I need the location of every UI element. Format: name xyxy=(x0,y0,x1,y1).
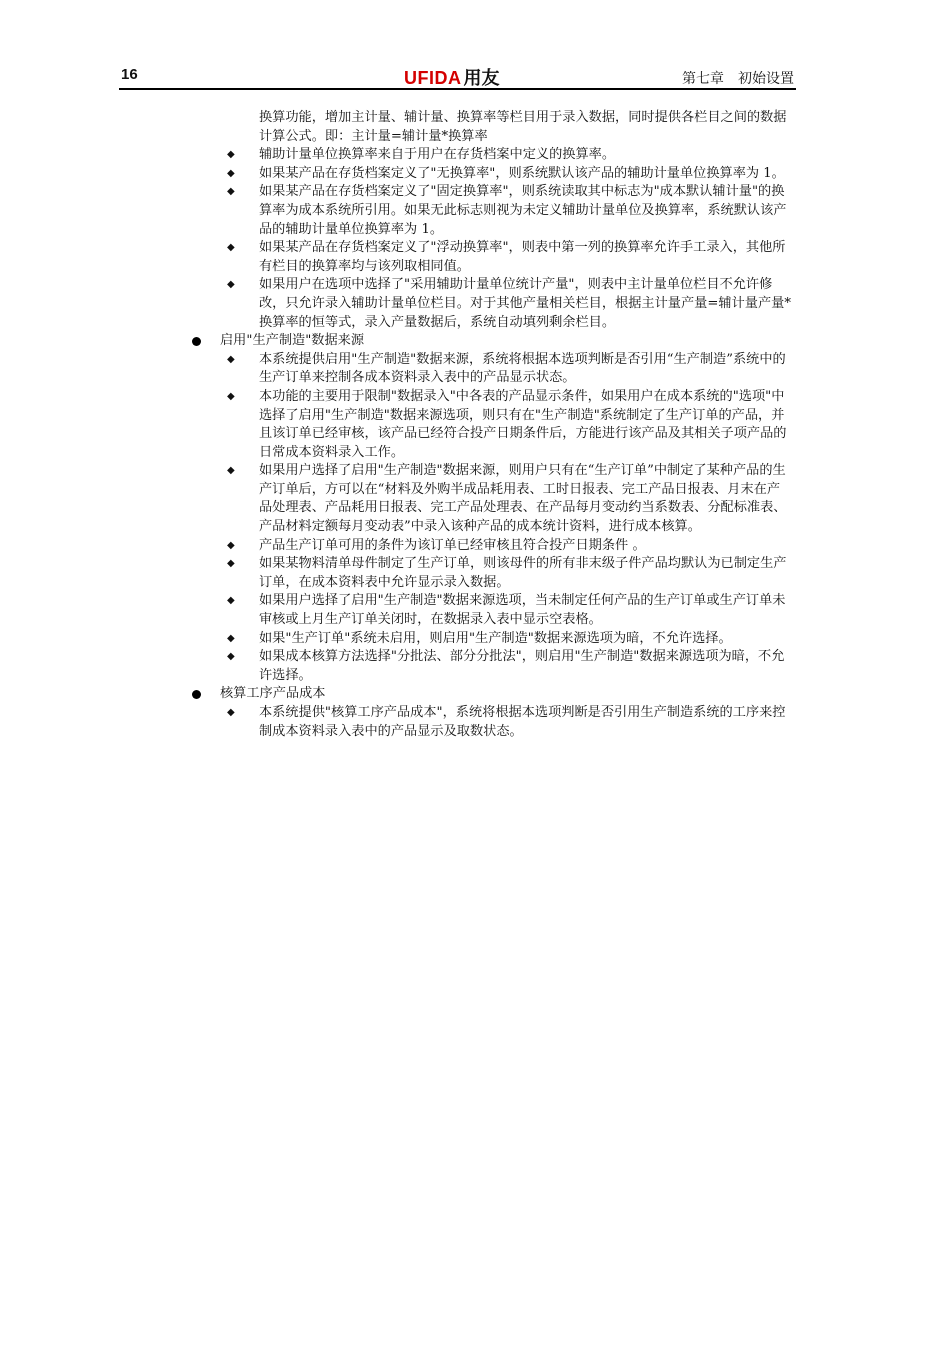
page-body xyxy=(190,109,800,741)
section-process-cost xyxy=(220,685,800,741)
section-list xyxy=(190,704,800,741)
section-production-source xyxy=(220,332,800,685)
list-item: ◆ 如果用户在选项中选择了"采用辅助计量单位统计产量"，则表中主计量单位栏目不允许修改，只允许录入辅助计量单位栏目。对于其他产量相关栏目，根据主计量产量=辅计量产量*换算率的恒等式，录入产量数据后，系统自动填列剩余栏目。 xyxy=(259,276,793,332)
logo-text-cn: 用友 xyxy=(463,68,500,88)
chapter-title: 第七章 初始设置 xyxy=(682,71,794,87)
list-item: ◆ 如果某产品在存货档案定义了"无换算率"，则系统默认该产品的辅助计量单位换算率为 1。 xyxy=(259,165,793,184)
list-item: ◆ 如果某物料清单母件制定了生产订单，则该母件的所有非末级子件产品均默认为已制定生产订单，在成本资料表中允许显示录入数据。 xyxy=(259,555,793,592)
list-item: ◆ 如果用户选择了启用"生产制造"数据来源选项，当未制定任何产品的生产订单或生产订单未审核或上月生产订单关闭时，在数据录入表中显示空表格。 xyxy=(259,592,793,629)
list-item: ◆ 如果成本核算方法选择"分批法、部分分批法"，则启用"生产制造"数据来源选项为暗，不允许选择。 xyxy=(259,648,793,685)
page-number: 16 xyxy=(121,66,138,83)
continued-paragraph: 换算功能，增加主计量、辅计量、换算率等栏目用于录入数据，同时提供各栏目之间的数据计算公式。即：主计量=辅计量*换算率 xyxy=(259,110,787,144)
list-item: ◆ 产品生产订单可用的条件为该订单已经审核且符合投产日期条件 。 xyxy=(259,537,793,556)
page-header xyxy=(119,62,796,90)
section-list xyxy=(190,351,800,686)
logo-text-en: UFIDA xyxy=(404,68,462,88)
list-item: ◆ 如果用户选择了启用"生产制造"数据来源，则用户只有在“生产订单”中制定了某种产品的生产订单后，方可以在“材料及外购半成品耗用表、工时日报表、完工产品日报表、月末在产品处理表、产品耗用日报表、完工产品处理表、在产品每月变动约当系数表、分配标准表、产品材料定额每月变动表”中录入该种产品的成本统计资料，进行成本核算。 xyxy=(259,462,793,536)
list-item: ◆ 本系统提供启用"生产制造"数据来源，系统将根据本选项判断是否引用“生产制造”系统中的生产订单来控制各成本资料录入表中的产品显示状态。 xyxy=(259,351,793,388)
list-item: ◆ 如果某产品在存货档案定义了"浮动换算率"，则表中第一列的换算率允许手工录入，其他所有栏目的换算率均与该列取相同值。 xyxy=(259,239,793,276)
ufida-logo xyxy=(404,64,500,90)
list-item: ◆ 如果"生产订单"系统未启用，则启用"生产制造"数据来源选项为暗，不允许选择。 xyxy=(259,630,793,649)
list-item: ◆ 辅助计量单位换算率来自于用户在存货档案中定义的换算率。 xyxy=(259,146,793,165)
list-item: ◆ 本系统提供"核算工序产品成本"，系统将根据本选项判断是否引用生产制造系统的工序来控制成本资料录入表中的产品显示及取数状态。 xyxy=(259,704,793,741)
intro-list xyxy=(190,146,800,332)
section-title: 启用"生产制造"数据来源 xyxy=(220,333,365,349)
list-item: ◆ 如果某产品在存货档案定义了"固定换算率"，则系统读取其中标志为"成本默认辅计量"的换算率为成本系统所引用。如果无此标志则视为未定义辅助计量单位及换算率，系统默认该产品的辅助计量单位换算率为 1。 xyxy=(259,183,793,239)
list-item: ◆ 本功能的主要用于限制"数据录入"中各表的产品显示条件，如果用户在成本系统的"选项"中选择了启用"生产制造"数据来源选项，则只有在"生产制造"系统制定了生产订单的产品，并且该订单已经审核，该产品已经符合投产日期条件后，方能进行该产品及其相关子项产品的日常成本资料录入工作。 xyxy=(259,388,793,462)
section-title: 核算工序产品成本 xyxy=(220,686,326,702)
